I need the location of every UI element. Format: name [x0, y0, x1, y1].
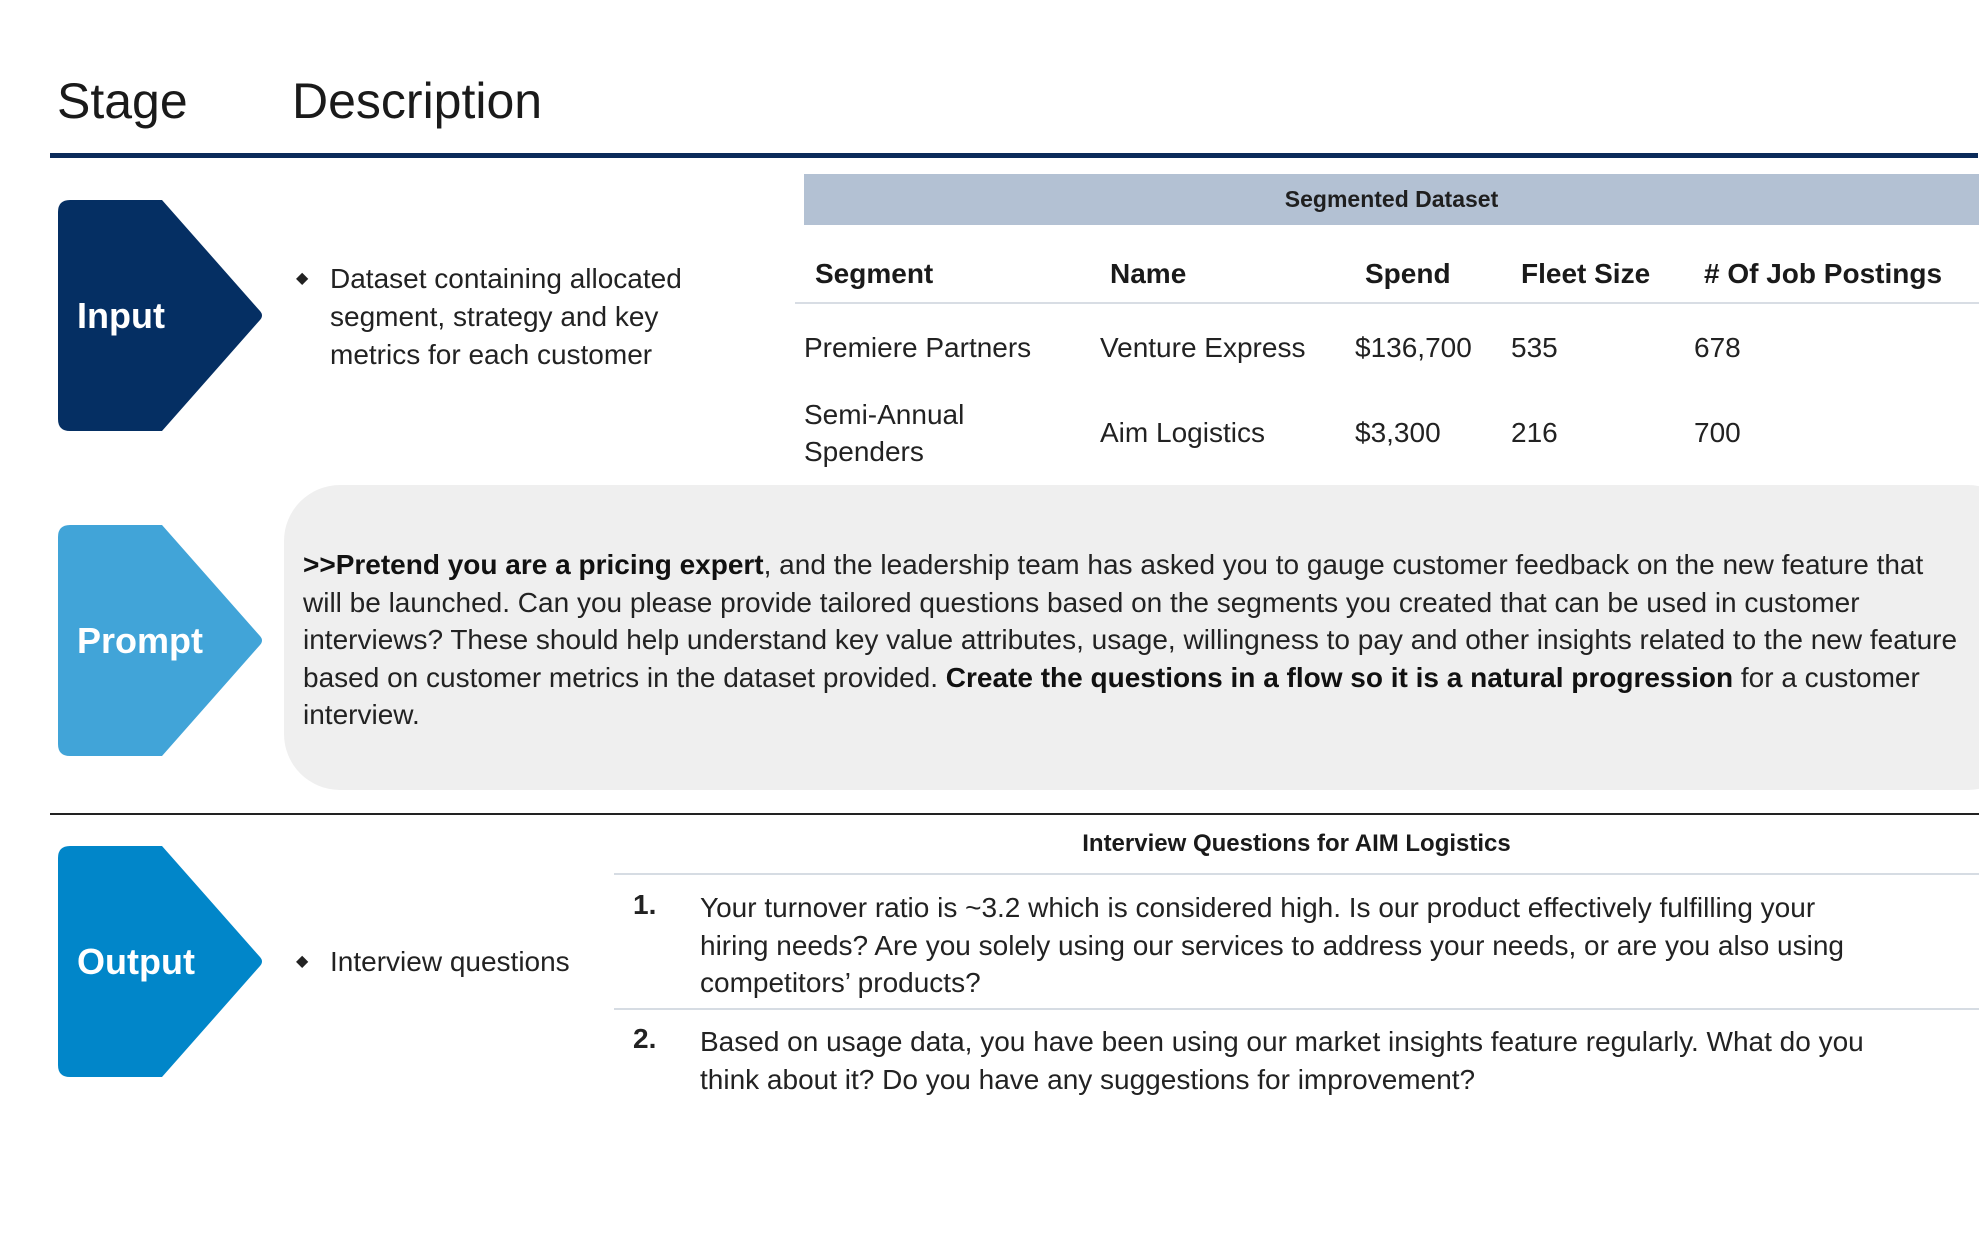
column-header-spend: Spend: [1365, 258, 1451, 289]
interview-title-divider: [614, 873, 1979, 875]
bullet-diamond-icon: ◆: [296, 270, 309, 287]
output-description: [296, 943, 570, 981]
question-number: 1.: [633, 889, 657, 920]
cell-fleet-size: 535: [1511, 332, 1558, 363]
cell-spend: $136,700: [1355, 332, 1472, 363]
prompt-bold-intro: >>Pretend you are a pricing expert: [303, 549, 764, 580]
cell-name: Aim Logistics: [1100, 417, 1265, 448]
column-header-segment: Segment: [815, 258, 934, 289]
bullet-diamond-icon: ◆: [296, 953, 309, 970]
input-stage-chevron: [58, 200, 264, 431]
prompt-stage-label: Prompt: [77, 620, 203, 661]
question-line: Based on usage data, you have been using our market insights feature regularly. What do you: [700, 1026, 1864, 1057]
description-column-header: Description: [292, 73, 543, 129]
cell-segment: [804, 396, 964, 470]
section-divider: [50, 813, 1979, 815]
output-description-text: Interview questions: [330, 946, 570, 977]
cell-name: Venture Express: [1100, 332, 1306, 363]
cell-segment-line: Semi-Annual: [804, 399, 965, 430]
cell-fleet-size: 216: [1511, 417, 1558, 448]
cell-segment: Premiere Partners: [804, 332, 1032, 363]
header-divider: [50, 153, 1978, 158]
cell-job-postings: 700: [1694, 417, 1741, 448]
prompt-tail: for a customer interview.: [303, 661, 1920, 730]
column-header-name: Name: [1110, 258, 1187, 289]
question-text: [700, 1023, 1970, 1098]
cell-segment-line: Spenders: [804, 436, 924, 467]
column-header-job-postings: # Of Job Postings: [1704, 258, 1943, 289]
dataset-title: Segmented Dataset: [1284, 186, 1499, 212]
question-line: think about it? Do you have any suggestions for improvement?: [700, 1063, 1476, 1095]
question-line: hiring needs? Are you solely using our services to address your needs, or are you also using: [700, 929, 1844, 961]
question-line: competitors’ products?: [700, 967, 981, 998]
prompt-stage-chevron: [58, 525, 264, 756]
table-header-divider: [795, 302, 1979, 304]
stage-column-header: Stage: [57, 73, 188, 129]
prompt-text: [303, 546, 1963, 734]
input-description-line: segment, strategy and key: [330, 301, 659, 332]
input-description-line: Dataset containing allocated: [330, 263, 682, 294]
interview-questions-title: Interview Questions for AIM Logistics: [1082, 830, 1511, 857]
output-stage-label: Output: [77, 941, 195, 982]
input-stage-label: Input: [77, 295, 165, 336]
question-number: 2.: [633, 1023, 657, 1054]
cell-spend: $3,300: [1355, 417, 1441, 448]
question-divider: [614, 1008, 1979, 1010]
input-description: [296, 260, 682, 374]
prompt-bold-outro: Create the questions in a flow so it is a natural progression: [945, 661, 1734, 693]
prompt-body: , and the leadership team has asked you to gauge customer feedback on the new feature that will be launched. Can you please provide tailored questions based on the segments you created that can be used in customer interviews? These should help understand key value attributes, usage, willingness to pay and other insights related to the new feature based on customer metrics in the dataset provided.: [303, 549, 1958, 693]
column-header-fleet-size: Fleet Size: [1521, 258, 1651, 289]
question-text: [700, 889, 1970, 1002]
output-stage-chevron: [58, 846, 264, 1077]
question-line: Your turnover ratio is ~3.2 which is considered high. Is our product effectively fulfilling your: [700, 892, 1816, 923]
input-description-line: metrics for each customer: [330, 339, 653, 370]
cell-job-postings: 678: [1694, 332, 1741, 363]
